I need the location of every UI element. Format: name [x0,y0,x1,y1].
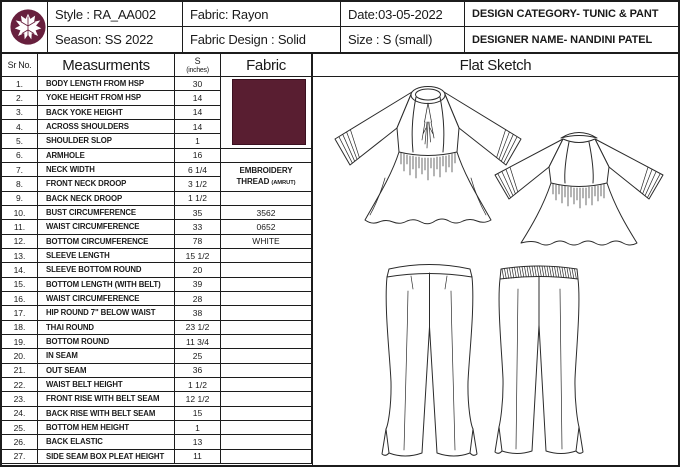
row-size-value: 38 [175,306,221,320]
row-measurement-name: BACK YOKE HEIGHT [38,106,175,120]
flat-sketch-title: Flat Sketch [313,54,678,77]
size: Size : S (small) [340,27,464,52]
row-measurement-name: HIP ROUND 7" BELOW WAIST [38,306,175,320]
row-size-value: 3 1/2 [175,177,221,191]
row-size-value: 15 1/2 [175,249,221,263]
fabric-design: Fabric Design : Solid [182,27,340,52]
row-measurement-name: WAIST CIRCUMFERENCE [38,220,175,234]
row-measurement-name: BOTTOM ROUND [38,335,175,349]
pant-back-sketch [494,259,584,457]
row-size-value: 35 [175,206,221,220]
col-header-size [175,54,221,77]
row-sr-no: 25. [2,421,38,435]
row-sr-no: 12. [2,235,38,249]
fabric-empty-cell [221,392,312,406]
fabric-empty-cell [221,149,312,163]
row-size-value: 11 [175,450,221,464]
sheet-header [2,2,678,54]
fabric-empty-cell [221,407,312,421]
row-measurement-name: ARMHOLE [38,149,175,163]
fabric-empty-cell [221,378,312,392]
row-sr-no: 2. [2,91,38,105]
col-header-measurements: Measurments [38,54,175,77]
row-measurement-name: THAI ROUND [38,321,175,335]
row-sr-no: 10. [2,206,38,220]
size-unit-label: (inches) [186,66,209,74]
style-code: Style : RA_AA002 [47,2,182,27]
flat-sketch-canvas [313,77,678,465]
fabric-empty-cell [221,349,312,363]
row-measurement-name: SIDE SEAM BOX PLEAT HEIGHT [38,450,175,464]
brand-logo [2,2,47,52]
row-sr-no: 17. [2,306,38,320]
row-size-value: 30 [175,77,221,91]
row-measurement-name: OUT SEAM [38,364,175,378]
row-sr-no: 3. [2,106,38,120]
designer-name: DESIGNER NAME- NANDINI PATEL [464,27,678,52]
row-measurement-name: ACROSS SHOULDERS [38,120,175,134]
fabric-swatch [232,79,306,145]
row-measurement-name: BACK RISE WITH BELT SEAM [38,407,175,421]
row-measurement-name: SHOULDER SLOP [38,134,175,148]
row-sr-no: 23. [2,392,38,406]
row-sr-no: 14. [2,263,38,277]
row-measurement-name: BACK ELASTIC [38,435,175,449]
pant-front-sketch [381,257,478,460]
row-sr-no: 20. [2,349,38,363]
row-sr-no: 9. [2,192,38,206]
row-measurement-name: SLEEVE BOTTOM ROUND [38,263,175,277]
row-size-value: 13 [175,435,221,449]
row-measurement-name: BUST CIRCUMFERENCE [38,206,175,220]
thread-code: 0652 [221,220,312,234]
row-measurement-name: BOTTOM LENGTH (WITH BELT) [38,278,175,292]
row-size-value: 15 [175,407,221,421]
row-size-value: 6 1/4 [175,163,221,177]
row-sr-no: 11. [2,220,38,234]
row-sr-no: 8. [2,177,38,191]
row-measurement-name: BOTTOM HEM HEIGHT [38,421,175,435]
row-size-value: 78 [175,235,221,249]
row-sr-no: 15. [2,278,38,292]
row-sr-no: 4. [2,120,38,134]
row-sr-no: 18. [2,321,38,335]
fabric-empty-cell [221,306,312,320]
fabric-empty-cell [221,249,312,263]
col-header-sr: Sr No. [2,54,38,77]
row-size-value: 36 [175,364,221,378]
row-measurement-name: YOKE HEIGHT FROM HSP [38,91,175,105]
row-sr-no: 5. [2,134,38,148]
row-sr-no: 7. [2,163,38,177]
row-sr-no: 22. [2,378,38,392]
row-sr-no: 26. [2,435,38,449]
fabric-empty-cell [221,335,312,349]
size-code-label: S [194,55,201,66]
thread-code: 3562 [221,206,312,220]
design-category: DESIGN CATEGORY- TUNIC & PANT [464,2,678,27]
row-sr-no: 13. [2,249,38,263]
row-measurement-name: IN SEAM [38,349,175,363]
row-size-value: 1 [175,134,221,148]
row-size-value: 14 [175,120,221,134]
row-size-value: 16 [175,149,221,163]
row-sr-no: 1. [2,77,38,91]
row-sr-no: 27. [2,450,38,464]
row-size-value: 20 [175,263,221,277]
row-size-value: 11 3/4 [175,335,221,349]
measurement-table [2,54,312,465]
fabric-empty-cell [221,278,312,292]
col-header-fabric: Fabric [221,54,312,77]
fabric-empty-cell [221,321,312,335]
fabric-empty-cell [221,192,312,206]
flat-sketch-panel [312,54,678,465]
row-size-value: 14 [175,91,221,105]
row-size-value: 14 [175,106,221,120]
row-size-value: 39 [175,278,221,292]
row-sr-no: 24. [2,407,38,421]
row-measurement-name: SLEEVE LENGTH [38,249,175,263]
row-size-value: 33 [175,220,221,234]
row-size-value: 25 [175,349,221,363]
row-measurement-name: BOTTOM CIRCUMFERENCE [38,235,175,249]
fabric-empty-cell [221,450,312,464]
fabric-empty-cell [221,421,312,435]
row-size-value: 1 [175,421,221,435]
thread-color: WHITE [221,235,312,249]
row-sr-no: 19. [2,335,38,349]
season: Season: SS 2022 [47,27,182,52]
row-size-value: 28 [175,292,221,306]
tunic-back-sketch [487,125,671,253]
row-size-value: 1 1/2 [175,192,221,206]
fabric-empty-cell [221,364,312,378]
row-measurement-name: BACK NECK DROOP [38,192,175,206]
row-measurement-name: WAIST BELT HEIGHT [38,378,175,392]
fabric-empty-cell [221,435,312,449]
row-measurement-name: FRONT RISE WITH BELT SEAM [38,392,175,406]
leaf-logo-icon [9,7,47,47]
row-size-value: 1 1/2 [175,378,221,392]
row-measurement-name: FRONT NECK DROOP [38,177,175,191]
row-sr-no: 6. [2,149,38,163]
row-size-value: 12 1/2 [175,392,221,406]
row-sr-no: 16. [2,292,38,306]
row-size-value: 23 1/2 [175,321,221,335]
fabric-swatch-cell [221,77,312,149]
row-sr-no: 21. [2,364,38,378]
row-measurement-name: NECK WIDTH [38,163,175,177]
date: Date:03-05-2022 [340,2,464,27]
fabric-empty-cell [221,263,312,277]
fabric-empty-cell [221,292,312,306]
fabric-type: Fabric: Rayon [182,2,340,27]
row-measurement-name: BODY LENGTH FROM HSP [38,77,175,91]
embroidery-thread-label: EMBROIDERY THREAD (AMRUT) [221,163,312,192]
row-measurement-name: WAIST CIRCUMFERENCE [38,292,175,306]
